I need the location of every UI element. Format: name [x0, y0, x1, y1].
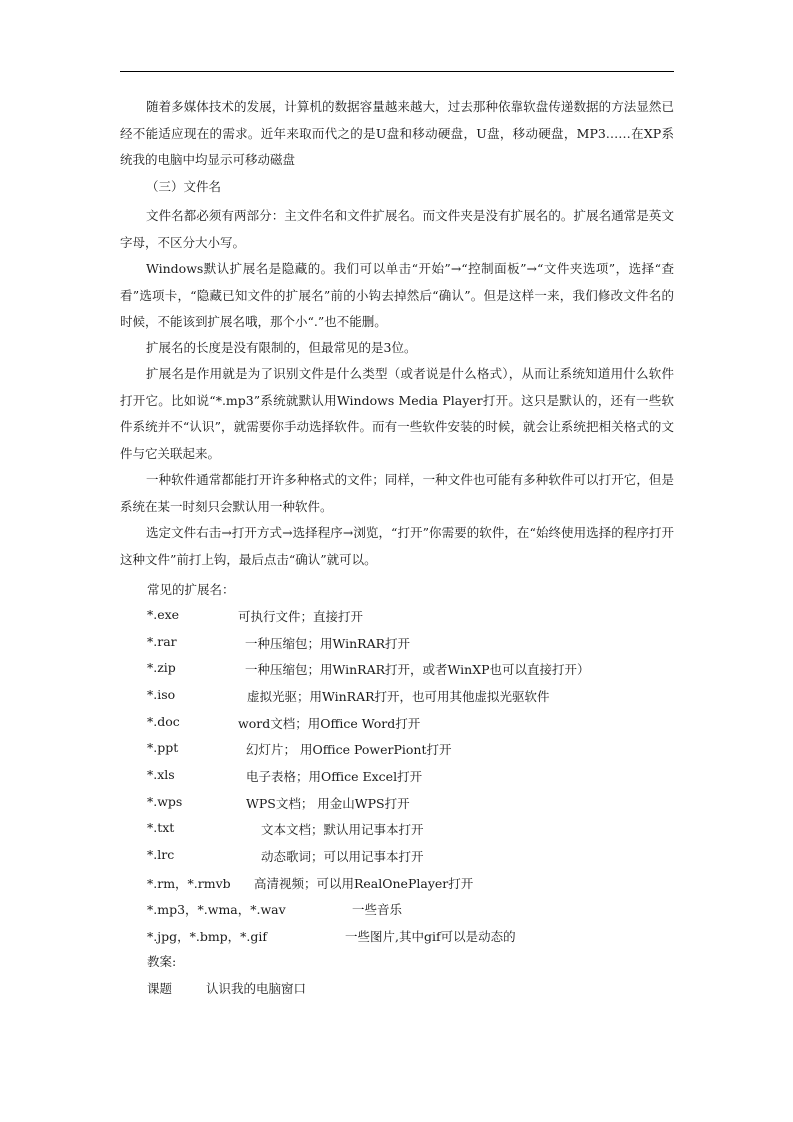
extension-name: *.ppt [147, 740, 179, 755]
paragraph-windows-hidden: Windows默认扩展名是隐藏的。我们可以单击“开始”→“控制面板”→“文件夹选项”，选择“查看”选项卡，“隐藏已知文件的扩展名”前的小钩去掉然后“确认”。但是这样一来，我们修改文件名的时候，不能该到扩展名哦，那个小“.”也不能删。 [120, 261, 674, 329]
extension-name: *.wps [147, 794, 183, 809]
extension-name: *.xls [147, 767, 175, 782]
paragraph-filename: 文件名都必须有两部分：主文件名和文件扩展名。而文件夹是没有扩展名的。扩展名通常是英文字母，不区分大小写。 [120, 208, 674, 250]
section-heading: （三）文件名 [146, 179, 222, 194]
extension-desc: 虚拟光驱；用WinRAR打开，也可用其他虚拟光驱软件 [247, 689, 550, 704]
extension-desc: 可执行文件；直接打开 [238, 609, 364, 624]
extension-name: *.doc [147, 714, 180, 729]
extension-name: *.zip [147, 660, 176, 675]
extension-desc: 文本文档；默认用记事本打开 [261, 822, 424, 837]
extension-desc: 动态歌词；可以用记事本打开 [261, 849, 424, 864]
extension-desc: 一种压缩包；用WinRAR打开 [245, 636, 411, 651]
topic-value: 认识我的电脑窗口 [206, 981, 307, 996]
extension-name: *.jpg，*.bmp，*.gif [147, 929, 268, 944]
extension-desc: 一种压缩包；用WinRAR打开，或者WinXP也可以直接打开） [245, 662, 590, 677]
extension-desc: 高清视频；可以用RealOnePlayer打开 [254, 876, 474, 891]
extension-desc: WPS文档； 用金山WPS打开 [246, 796, 410, 811]
extension-desc: 电子表格；用Office Excel打开 [246, 769, 423, 784]
extension-name: *.rm，*.rmvb [147, 876, 231, 891]
extension-desc: 幻灯片； 用Office PowerPiont打开 [246, 742, 452, 757]
extension-name: *.lrc [147, 847, 175, 862]
lesson-plan-label: 教案: [147, 954, 177, 969]
paragraph-purpose: 扩展名是作用就是为了识别文件是什么类型（或者说是什么格式），从而让系统知道用什么软件打开它。比如说“*.mp3”系统就默认用Windows Media Player打开。这只是默认的，还有一些软件系统并不“认识”，就需要你手动选择软件。而有一些软件安装的时候，就会让系统把相关格式的文件与它关联起来。 [120, 366, 674, 461]
paragraph-multiple: 一种软件通常都能打开许多种格式的文件；同样，一种文件也可能有多种软件可以打开它，但是系统在某一时刻只会默认用一种软件。 [120, 472, 674, 514]
extension-name: *.exe [147, 607, 180, 622]
extension-desc: 一些图片,其中gif可以是动态的 [345, 929, 516, 944]
extension-name: *.rar [147, 634, 177, 649]
extension-desc: word文档；用Office Word打开 [238, 716, 421, 731]
paragraph-media: 随着多媒体技术的发展，计算机的数据容量越来越大，过去那种依靠软盘传递数据的方法显然已经不能适应现在的需求。近年来取而代之的是U盘和移动硬盘，U盘，移动硬盘，MP3……在XP系统我的电脑中均显示可移动磁盘 [120, 99, 674, 167]
extension-name: *.txt [147, 820, 175, 835]
common-extensions-heading: 常见的扩展名： [147, 582, 235, 597]
header-rule [120, 71, 674, 72]
paragraph-length: 扩展名的长度是没有限制的，但最常见的是3位。 [146, 340, 417, 355]
extension-name: *.mp3，*.wma，*.wav [147, 902, 286, 917]
paragraph-open-with: 选定文件右击→打开方式→选择程序→浏览，“打开”你需要的软件，在“始终使用选择的程序打开这种文件”前打上钩，最后点击“确认”就可以。 [120, 525, 674, 567]
topic-label: 课题 [147, 981, 173, 996]
extension-name: *.iso [147, 687, 176, 702]
extension-desc: 一些音乐 [352, 902, 403, 917]
